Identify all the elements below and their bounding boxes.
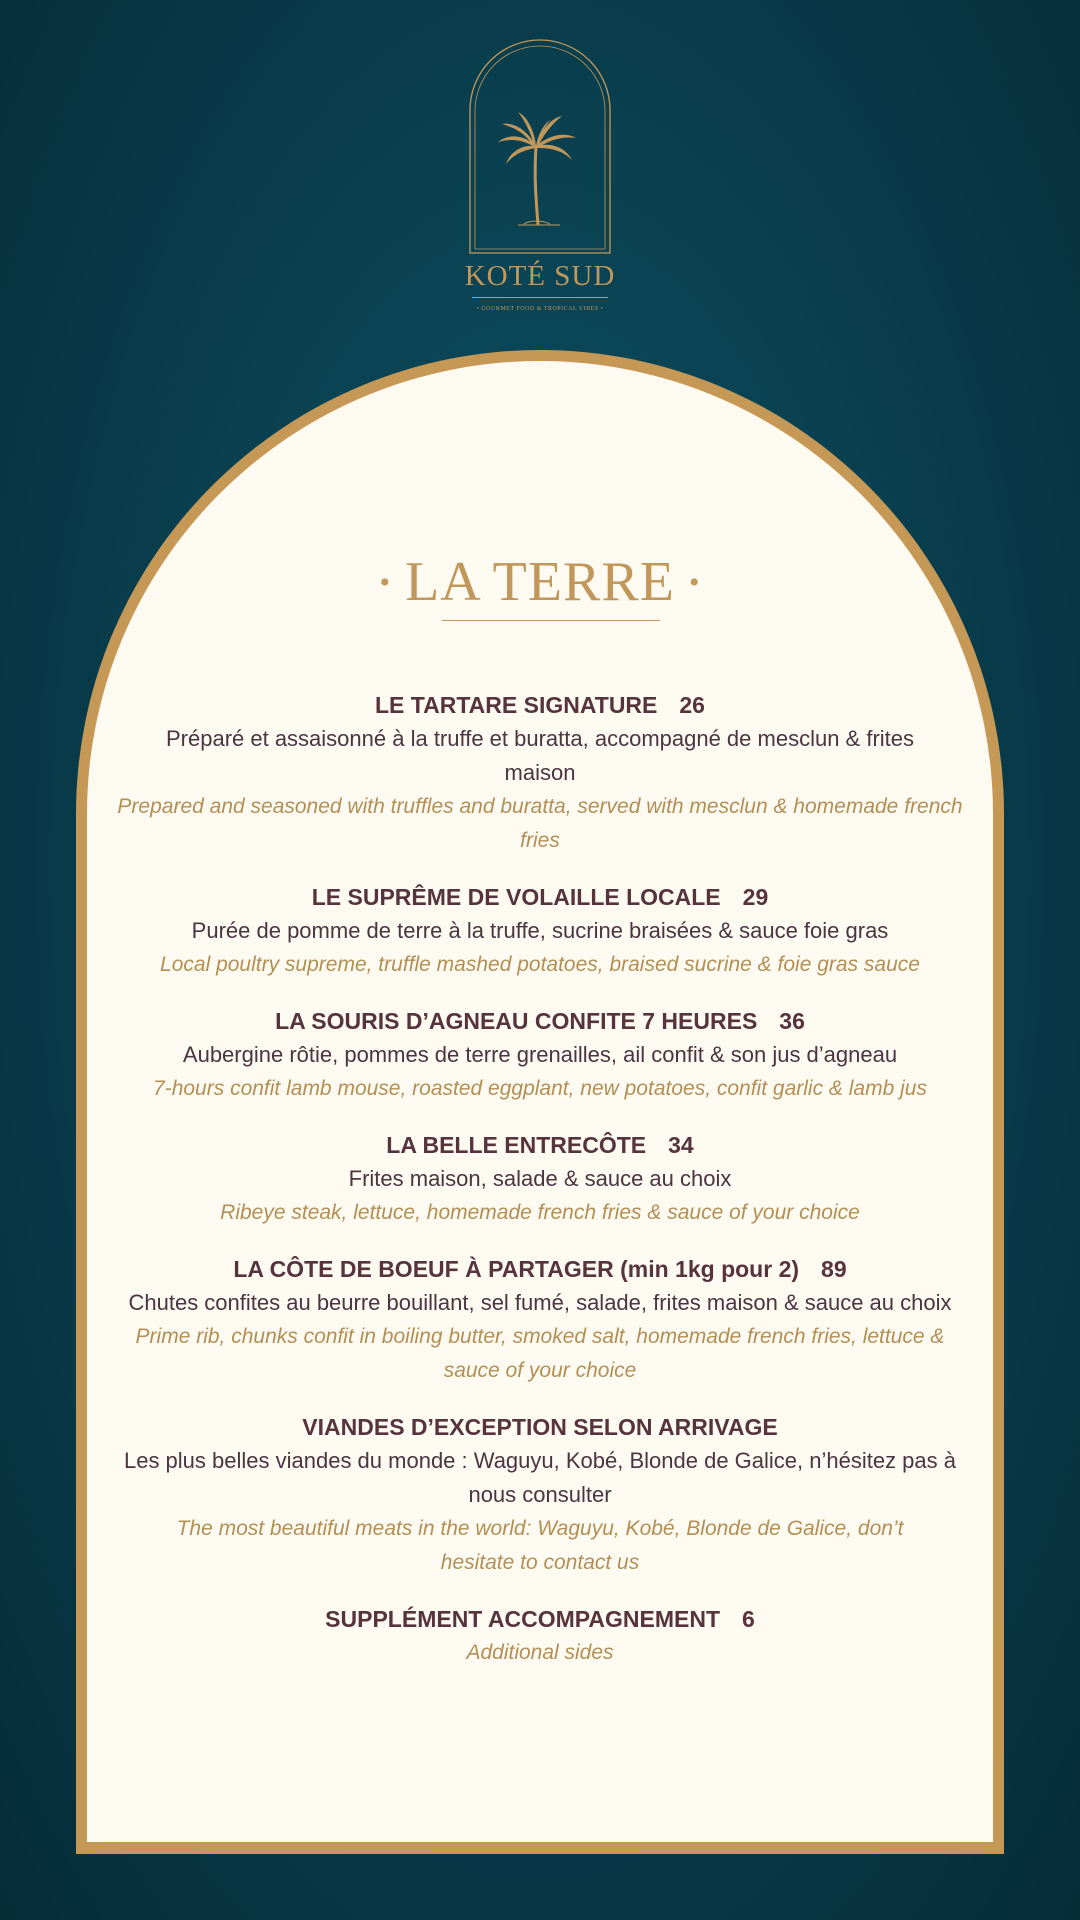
- brand-name: KOTÉ SUD: [464, 260, 616, 292]
- dish-price: 36: [779, 1008, 805, 1034]
- title-bullet-right: •: [688, 566, 701, 600]
- dish-description-en: Prepared and seasoned with truffles and buratta, served with mesclun & homemade french fries: [117, 795, 963, 852]
- dish-name: VIANDES D’EXCEPTION SELON ARRIVAGE: [302, 1414, 778, 1440]
- menu-item-title: [115, 880, 965, 914]
- dish-description-fr: Les plus belles viandes du monde : Waguyu, Kobé, Blonde de Galice, n’hésitez pas à nous consulter: [123, 1448, 957, 1507]
- dish-price: 34: [668, 1132, 694, 1158]
- dish-description-en: The most beautiful meats in the world: Waguyu, Kobé, Blonde de Galice, don’t hesitate to contact us: [176, 1517, 904, 1574]
- section-title-text: LA TERRE: [405, 551, 675, 613]
- menu-item: [115, 1004, 965, 1106]
- menu-panel: [87, 361, 993, 1842]
- menu-item: [115, 1128, 965, 1230]
- dish-price: 29: [742, 884, 769, 910]
- menu-item: [115, 880, 965, 982]
- menu-item-title: [115, 1128, 965, 1162]
- dish-name: LE SUPRÊME DE VOLAILLE LOCALE: [311, 884, 721, 910]
- dish-description-fr: Frites maison, salade & sauce au choix: [348, 1166, 732, 1191]
- dish-name: LA CÔTE DE BOEUF À PARTAGER (min 1kg pour 2): [233, 1256, 800, 1282]
- dish-description-en: 7-hours confit lamb mouse, roasted eggplant, new potatoes, confit garlic & lamb jus: [153, 1077, 927, 1100]
- dish-description-fr: Aubergine rôtie, pommes de terre grenailles, ail confit & son jus d’agneau: [182, 1042, 898, 1067]
- dish-description-fr: Préparé et assaisonné à la truffe et buratta, accompagné de mesclun & frites maison: [165, 726, 915, 785]
- palm-tree-arch-icon: [468, 38, 612, 268]
- menu-item-title: [115, 1410, 965, 1444]
- brand-tagline: • GOURMET FOOD & TROPICAL VIBES •: [476, 306, 604, 312]
- menu-item: [115, 1602, 965, 1670]
- dish-description-fr: Purée de pomme de terre à la truffe, sucrine braisées & sauce foie gras: [191, 918, 889, 943]
- dish-description-en: Additional sides: [466, 1641, 614, 1664]
- dish-price: 6: [742, 1606, 755, 1632]
- dish-name: SUPPLÉMENT ACCOMPAGNEMENT: [325, 1606, 721, 1632]
- dish-price: 26: [679, 692, 705, 718]
- menu-list: [115, 688, 965, 1692]
- dish-name: LA SOURIS D’AGNEAU CONFITE 7 HEURES: [275, 1008, 758, 1034]
- section-divider: [442, 620, 660, 621]
- menu-item: [115, 1252, 965, 1388]
- dish-description-fr: Chutes confites au beurre bouillant, sel fumé, salade, frites maison & sauce au choix: [128, 1290, 952, 1315]
- section-title: [87, 551, 993, 613]
- menu-item-title: [115, 1602, 965, 1636]
- menu-item: [115, 688, 965, 858]
- title-bullet-left: •: [379, 566, 392, 600]
- menu-item: [115, 1410, 965, 1580]
- brand-divider: [472, 297, 608, 298]
- menu-item-title: [115, 1004, 965, 1038]
- menu-item-title: [115, 1252, 965, 1286]
- dish-price: 89: [821, 1256, 847, 1282]
- menu-arch-frame: [76, 350, 1004, 1854]
- dish-description-en: Local poultry supreme, truffle mashed potatoes, braised sucrine & foie gras sauce: [160, 953, 920, 976]
- dish-name: LE TARTARE SIGNATURE: [375, 692, 658, 718]
- dish-name: LA BELLE ENTRECÔTE: [386, 1132, 647, 1158]
- menu-item-title: [115, 688, 965, 722]
- dish-description-en: Ribeye steak, lettuce, homemade french fries & sauce of your choice: [220, 1201, 860, 1224]
- dish-description-en: Prime rib, chunks confit in boiling butter, smoked salt, homemade french fries, lettuce & sauce of your choice: [135, 1325, 945, 1382]
